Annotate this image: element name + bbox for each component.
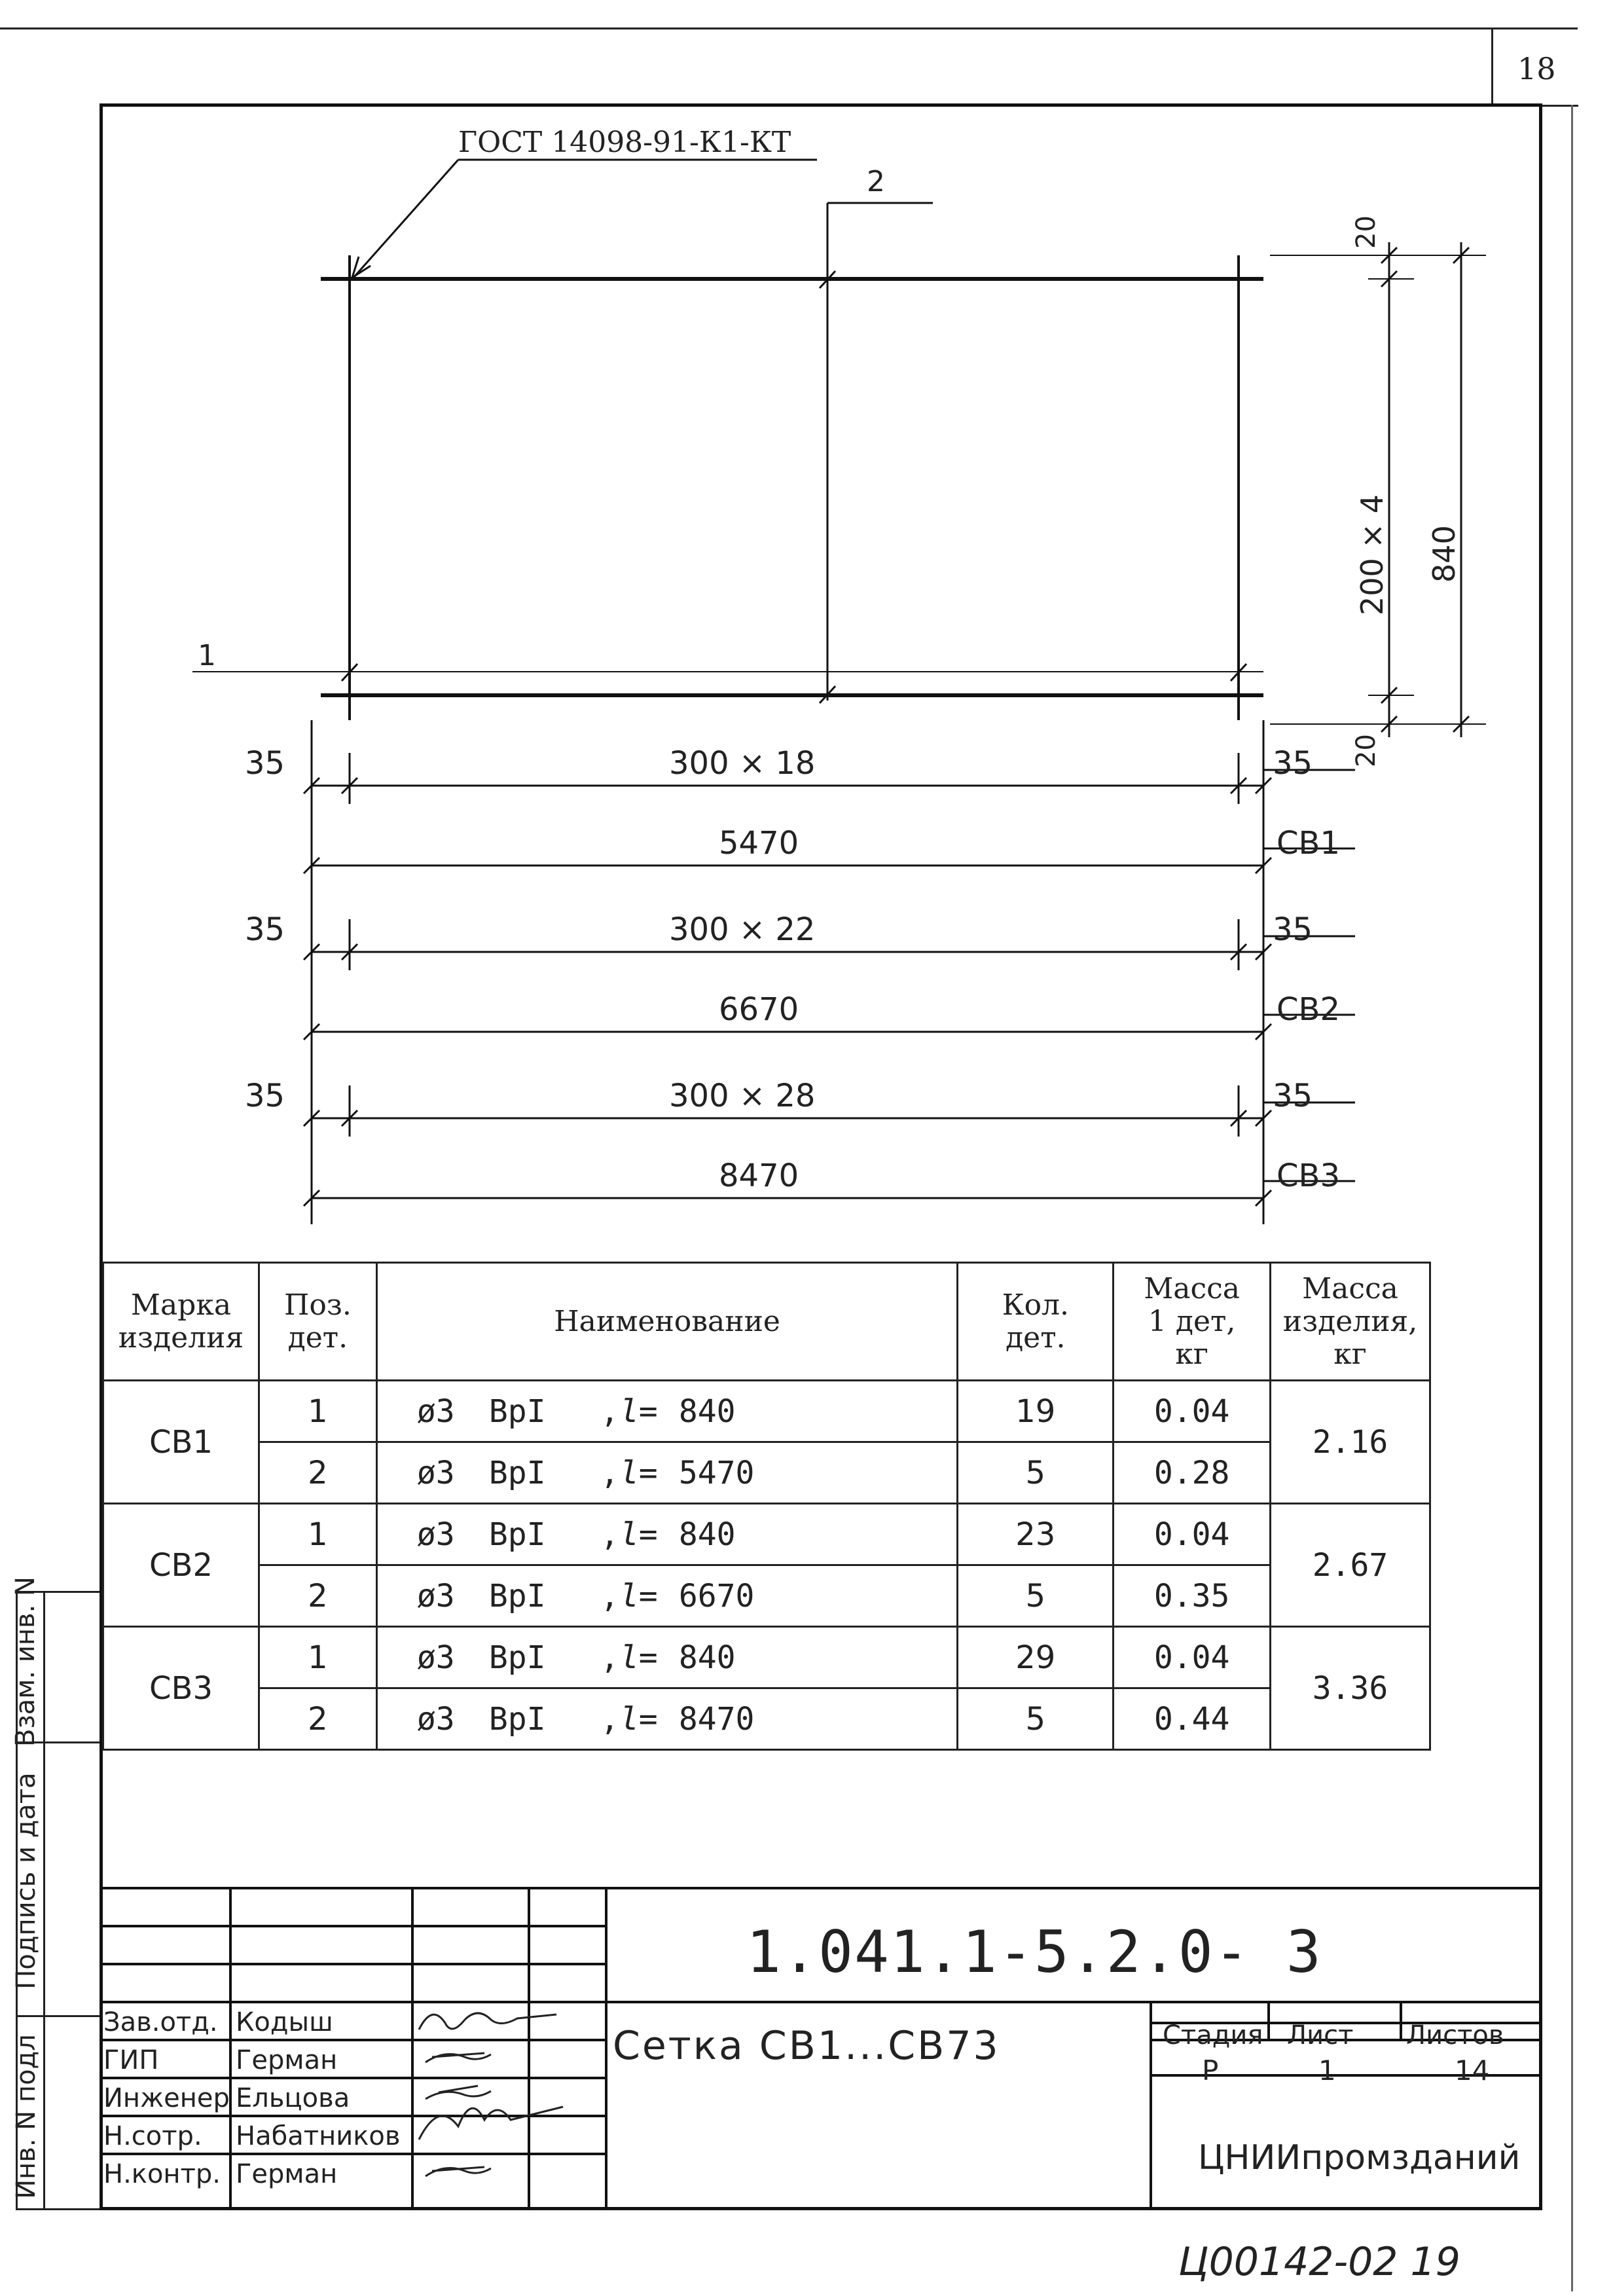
dia: ø3 bbox=[416, 1639, 455, 1676]
dim-total: 8470 bbox=[719, 1157, 799, 1194]
sheets-value: 14 bbox=[1455, 2054, 1490, 2086]
specification-table bbox=[102, 1262, 1431, 1751]
cell-qty: 5 bbox=[958, 1442, 1114, 1504]
dim-left: 35 bbox=[245, 745, 285, 782]
len-sym: l= bbox=[619, 1393, 658, 1430]
person-role: Зав.отд. bbox=[103, 2007, 218, 2037]
cell-name: ø3 ВрI ,l= 840 bbox=[376, 1504, 958, 1565]
cell-name: ø3 ВрI ,l= 840 bbox=[376, 1627, 958, 1688]
cell-mass1: 0.44 bbox=[1114, 1688, 1271, 1750]
person-role: Н.сотр. bbox=[103, 2121, 202, 2151]
table-row bbox=[103, 1504, 1430, 1565]
steel: ВрI bbox=[488, 1393, 546, 1430]
header-mass-total: Масса изделия, кг bbox=[1271, 1263, 1430, 1381]
dim-mark: СВ1 bbox=[1277, 825, 1340, 862]
len-sym: l= bbox=[619, 1454, 658, 1491]
dim-840: 840 bbox=[1426, 525, 1462, 583]
len: 8470 bbox=[678, 1700, 755, 1738]
cell-pos: 2 bbox=[259, 1442, 376, 1504]
table-row bbox=[103, 1688, 1430, 1750]
side-label-vzam: Взам. инв. N bbox=[10, 1576, 41, 1747]
table-row bbox=[103, 1381, 1430, 1442]
sheet-value: 1 bbox=[1318, 2054, 1336, 2086]
steel: ВрI bbox=[488, 1639, 546, 1676]
dia: ø3 bbox=[416, 1454, 455, 1491]
person-name: Ельцова bbox=[236, 2083, 350, 2113]
header-mark: Марка изделия bbox=[103, 1263, 259, 1381]
dim-middle: 300 × 28 bbox=[669, 1078, 816, 1114]
steel: ВрI bbox=[488, 1577, 546, 1614]
side-label-inv-sign: Инв. N подл bbox=[11, 2034, 41, 2199]
dim-middle: 300 × 22 bbox=[669, 911, 816, 948]
cell-mark: СВ1 bbox=[103, 1381, 259, 1504]
person-name: Кодыш bbox=[236, 2007, 333, 2037]
header-pos: Поз. дет. bbox=[259, 1263, 376, 1381]
cell-qty: 5 bbox=[958, 1565, 1114, 1627]
person-role: Инженер bbox=[103, 2083, 230, 2113]
dim-mark: СВ3 bbox=[1277, 1157, 1340, 1194]
cell-pos: 1 bbox=[259, 1504, 376, 1565]
signature-eltsova bbox=[426, 2086, 491, 2099]
cell-pos: 1 bbox=[259, 1627, 376, 1688]
person-role: Н.контр. bbox=[103, 2159, 221, 2189]
len: 840 bbox=[678, 1516, 736, 1553]
cell-mass1: 0.04 bbox=[1114, 1504, 1271, 1565]
sheet-label: Лист bbox=[1287, 2020, 1354, 2050]
cell-qty: 5 bbox=[958, 1688, 1114, 1750]
signature-german-2 bbox=[426, 2167, 491, 2176]
steel: ВрI bbox=[488, 1454, 546, 1491]
cell-mark: СВ2 bbox=[103, 1504, 259, 1627]
cell-name: ø3 ВрI ,l= 6670 bbox=[376, 1565, 958, 1627]
header-mass1: Масса 1 дет, кг bbox=[1114, 1263, 1271, 1381]
cell-qty: 19 bbox=[958, 1381, 1114, 1442]
dim-total: 5470 bbox=[719, 825, 799, 862]
dia: ø3 bbox=[416, 1393, 455, 1430]
cell-mass-total: 2.67 bbox=[1271, 1504, 1430, 1627]
dim-left: 35 bbox=[245, 1078, 285, 1114]
dim-right: 35 bbox=[1273, 1078, 1313, 1114]
stage-value: Р bbox=[1202, 2054, 1219, 2086]
pos2-label: 2 bbox=[867, 165, 885, 198]
table-row bbox=[103, 1442, 1430, 1504]
cell-qty: 29 bbox=[958, 1627, 1114, 1688]
person-role: ГИП bbox=[103, 2045, 159, 2075]
cell-name: ø3 ВрI ,l= 8470 bbox=[376, 1688, 958, 1750]
dim-right: 35 bbox=[1273, 745, 1313, 782]
person-name: Набатников bbox=[236, 2121, 401, 2151]
len: 840 bbox=[678, 1639, 736, 1676]
cell-pos: 2 bbox=[259, 1565, 376, 1627]
cell-name: ø3 ВрI ,l= 5470 bbox=[376, 1442, 958, 1504]
cell-mass-total: 2.16 bbox=[1271, 1381, 1430, 1504]
cell-mass1: 0.35 bbox=[1114, 1565, 1271, 1627]
len-sym: l= bbox=[619, 1639, 658, 1676]
cell-mass1: 0.04 bbox=[1114, 1627, 1271, 1688]
doc-code: 1.041.1-5.2.0- 3 bbox=[746, 1918, 1322, 1986]
dia: ø3 bbox=[416, 1577, 455, 1614]
cell-mark: СВ3 bbox=[103, 1627, 259, 1750]
table-row bbox=[103, 1565, 1430, 1627]
header-qty: Кол. дет. bbox=[958, 1263, 1114, 1381]
dim-left: 35 bbox=[245, 911, 285, 948]
steel: ВрI bbox=[488, 1516, 546, 1553]
len-sym: l= bbox=[619, 1516, 658, 1553]
cell-mass1: 0.04 bbox=[1114, 1381, 1271, 1442]
signature-german-1 bbox=[426, 2053, 491, 2062]
len: 6670 bbox=[678, 1577, 755, 1614]
len-sym: l= bbox=[619, 1577, 658, 1614]
dim-total: 6670 bbox=[719, 991, 799, 1028]
drawing-title: Сетка СВ1...СВ73 bbox=[613, 2023, 1000, 2069]
cell-pos: 2 bbox=[259, 1688, 376, 1750]
dia: ø3 bbox=[416, 1516, 455, 1553]
dim-right: 35 bbox=[1273, 911, 1313, 948]
pos1-label: 1 bbox=[198, 639, 216, 672]
gost-leader bbox=[353, 160, 458, 278]
signature-nabatnikov bbox=[419, 2107, 563, 2140]
cell-mass1: 0.28 bbox=[1114, 1442, 1271, 1504]
person-name: Герман bbox=[236, 2159, 338, 2189]
footer-code: Ц00142-02 19 bbox=[1178, 2239, 1460, 2285]
steel: ВрI bbox=[488, 1700, 546, 1738]
dim-20-bottom: 20 bbox=[1351, 734, 1381, 767]
page-number: 18 bbox=[1517, 51, 1556, 86]
dim-20-top: 20 bbox=[1351, 215, 1381, 249]
header-name: Наименование bbox=[376, 1263, 958, 1381]
dim-mark: СВ2 bbox=[1277, 991, 1340, 1028]
table-row bbox=[103, 1627, 1430, 1688]
len-sym: l= bbox=[619, 1700, 658, 1738]
dim-middle: 300 × 18 bbox=[669, 745, 816, 782]
sheets-label: Листов bbox=[1406, 2020, 1504, 2050]
cell-qty: 23 bbox=[958, 1504, 1114, 1565]
signature-kodysh bbox=[419, 2013, 556, 2030]
organization: ЦНИИпромзданий bbox=[1198, 2138, 1521, 2178]
dia: ø3 bbox=[416, 1700, 455, 1738]
cell-name: ø3 ВрI ,l= 840 bbox=[376, 1381, 958, 1442]
gost-label: ГОСТ 14098-91-К1-КТ bbox=[458, 126, 791, 159]
person-name: Герман bbox=[236, 2045, 338, 2075]
stage-label: Стадия bbox=[1163, 2020, 1263, 2050]
side-label-sign-date: Подпись и дата bbox=[11, 1772, 41, 1990]
dim-200x4: 200 × 4 bbox=[1354, 494, 1390, 615]
len: 840 bbox=[678, 1393, 736, 1430]
cell-pos: 1 bbox=[259, 1381, 376, 1442]
cell-mass-total: 3.36 bbox=[1271, 1627, 1430, 1750]
len: 5470 bbox=[678, 1454, 755, 1491]
